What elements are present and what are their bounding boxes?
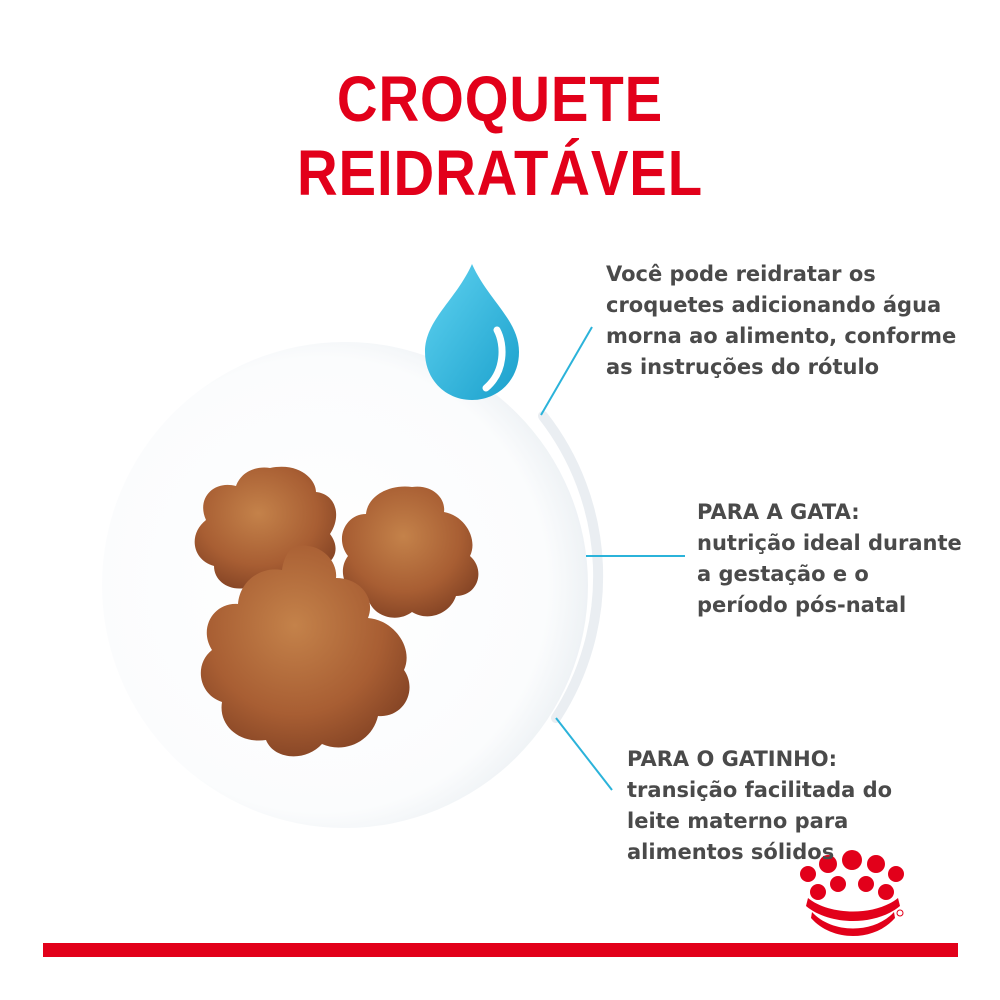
bottom-red-bar — [43, 943, 958, 957]
title-line-2: REIDRATÁVEL — [296, 137, 704, 209]
callout-rehydrate — [606, 259, 956, 383]
callout-line: nutrição ideal durante — [697, 531, 962, 555]
callout-heading: PARA A GATA: — [697, 500, 860, 524]
callout-line: Você pode reidratar os — [606, 262, 876, 286]
callout-line: transição facilitada do — [627, 778, 893, 802]
title-line-1: CROQUETE — [336, 63, 664, 135]
callout-kitten — [627, 744, 892, 868]
callout-line: a gestação e o — [697, 562, 869, 586]
connector-line-3 — [556, 718, 612, 790]
callout-line: croquetes adicionando água — [606, 293, 942, 317]
callout-line: período pós-natal — [697, 593, 907, 617]
callout-line: alimentos sólidos — [627, 840, 835, 864]
water-drop-icon — [425, 264, 519, 400]
connector-line-1 — [541, 327, 592, 415]
callout-line: leite materno para — [627, 809, 849, 833]
callout-line: morna ao alimento, conforme — [606, 324, 957, 348]
callout-mother-cat — [697, 497, 962, 621]
callout-line: as instruções do rótulo — [606, 355, 880, 379]
callout-heading: PARA O GATINHO: — [627, 747, 838, 771]
